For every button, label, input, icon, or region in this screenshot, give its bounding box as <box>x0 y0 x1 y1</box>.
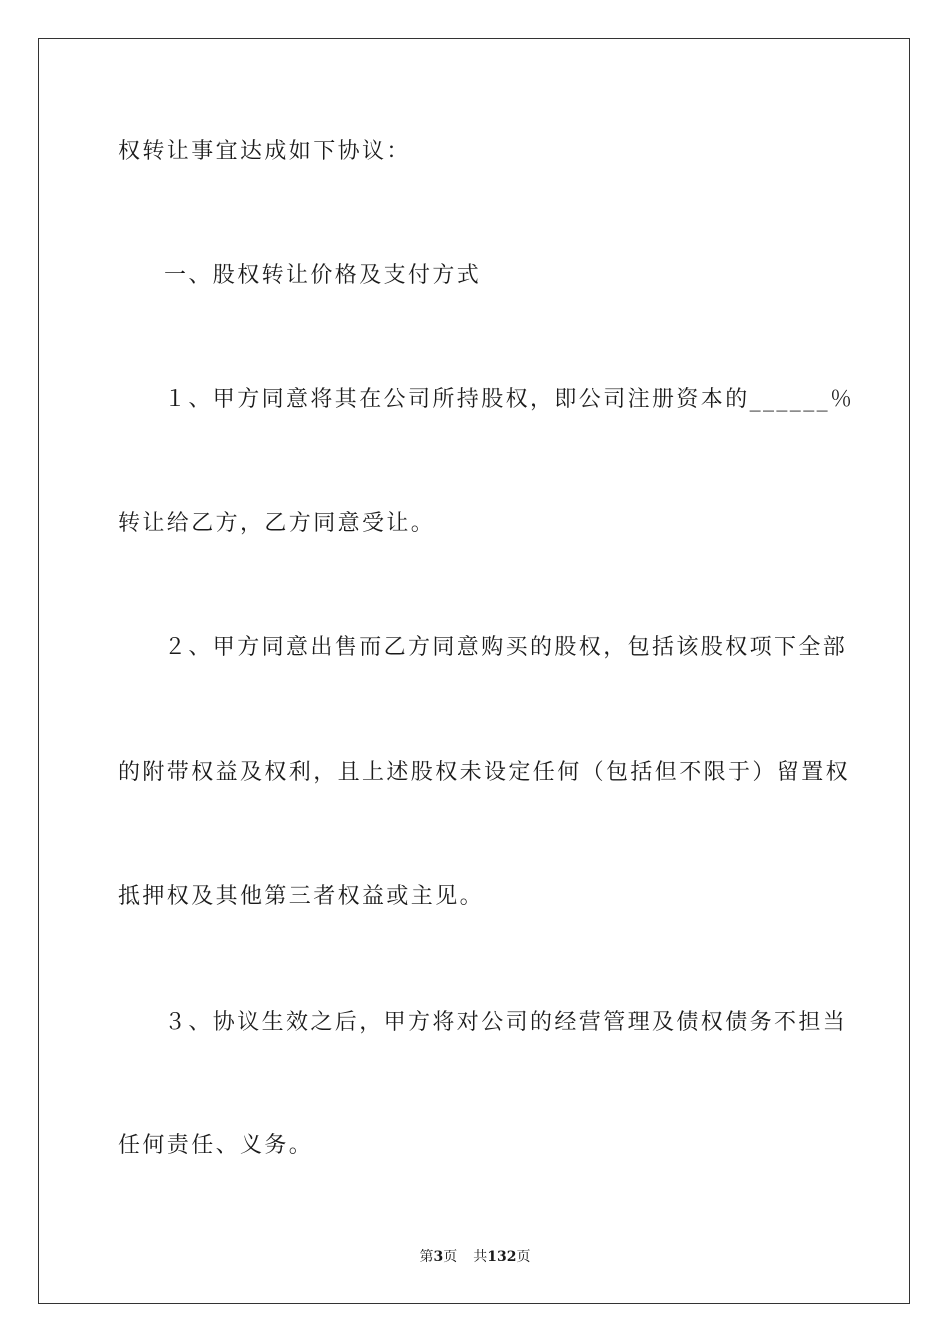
paragraph-line: 权转让事宜达成如下协议： <box>118 139 411 164</box>
footer-total-pages: 132 <box>487 1249 517 1265</box>
footer-page-number: 3 <box>433 1249 444 1265</box>
section-heading: 一、股权转让价格及支付方式 <box>164 263 482 288</box>
paragraph-line: ３、协议生效之后，甲方将对公司的经营管理及债权债务不担当 <box>164 1010 848 1035</box>
footer-page-suffix: 页 <box>443 1249 458 1265</box>
footer-total-prefix: 共 <box>473 1249 488 1265</box>
footer-total-suffix: 页 <box>516 1249 531 1265</box>
paragraph-line: 的附带权益及权利，且上述股权未设定任何（包括但不限于）留置权 <box>118 760 851 785</box>
page-footer <box>0 1248 950 1266</box>
paragraph-line: 转让给乙方，乙方同意受让。 <box>118 511 436 536</box>
paragraph-line: １、甲方同意将其在公司所持股权，即公司注册资本的______％ <box>164 387 855 412</box>
paragraph-line: ２、甲方同意出售而乙方同意购买的股权，包括该股权项下全部 <box>164 635 848 660</box>
paragraph-line: 抵押权及其他第三者权益或主见。 <box>118 884 485 909</box>
footer-page-prefix: 第 <box>419 1249 434 1265</box>
page-border <box>38 38 910 1304</box>
paragraph-line: 任何责任、义务。 <box>118 1133 314 1158</box>
